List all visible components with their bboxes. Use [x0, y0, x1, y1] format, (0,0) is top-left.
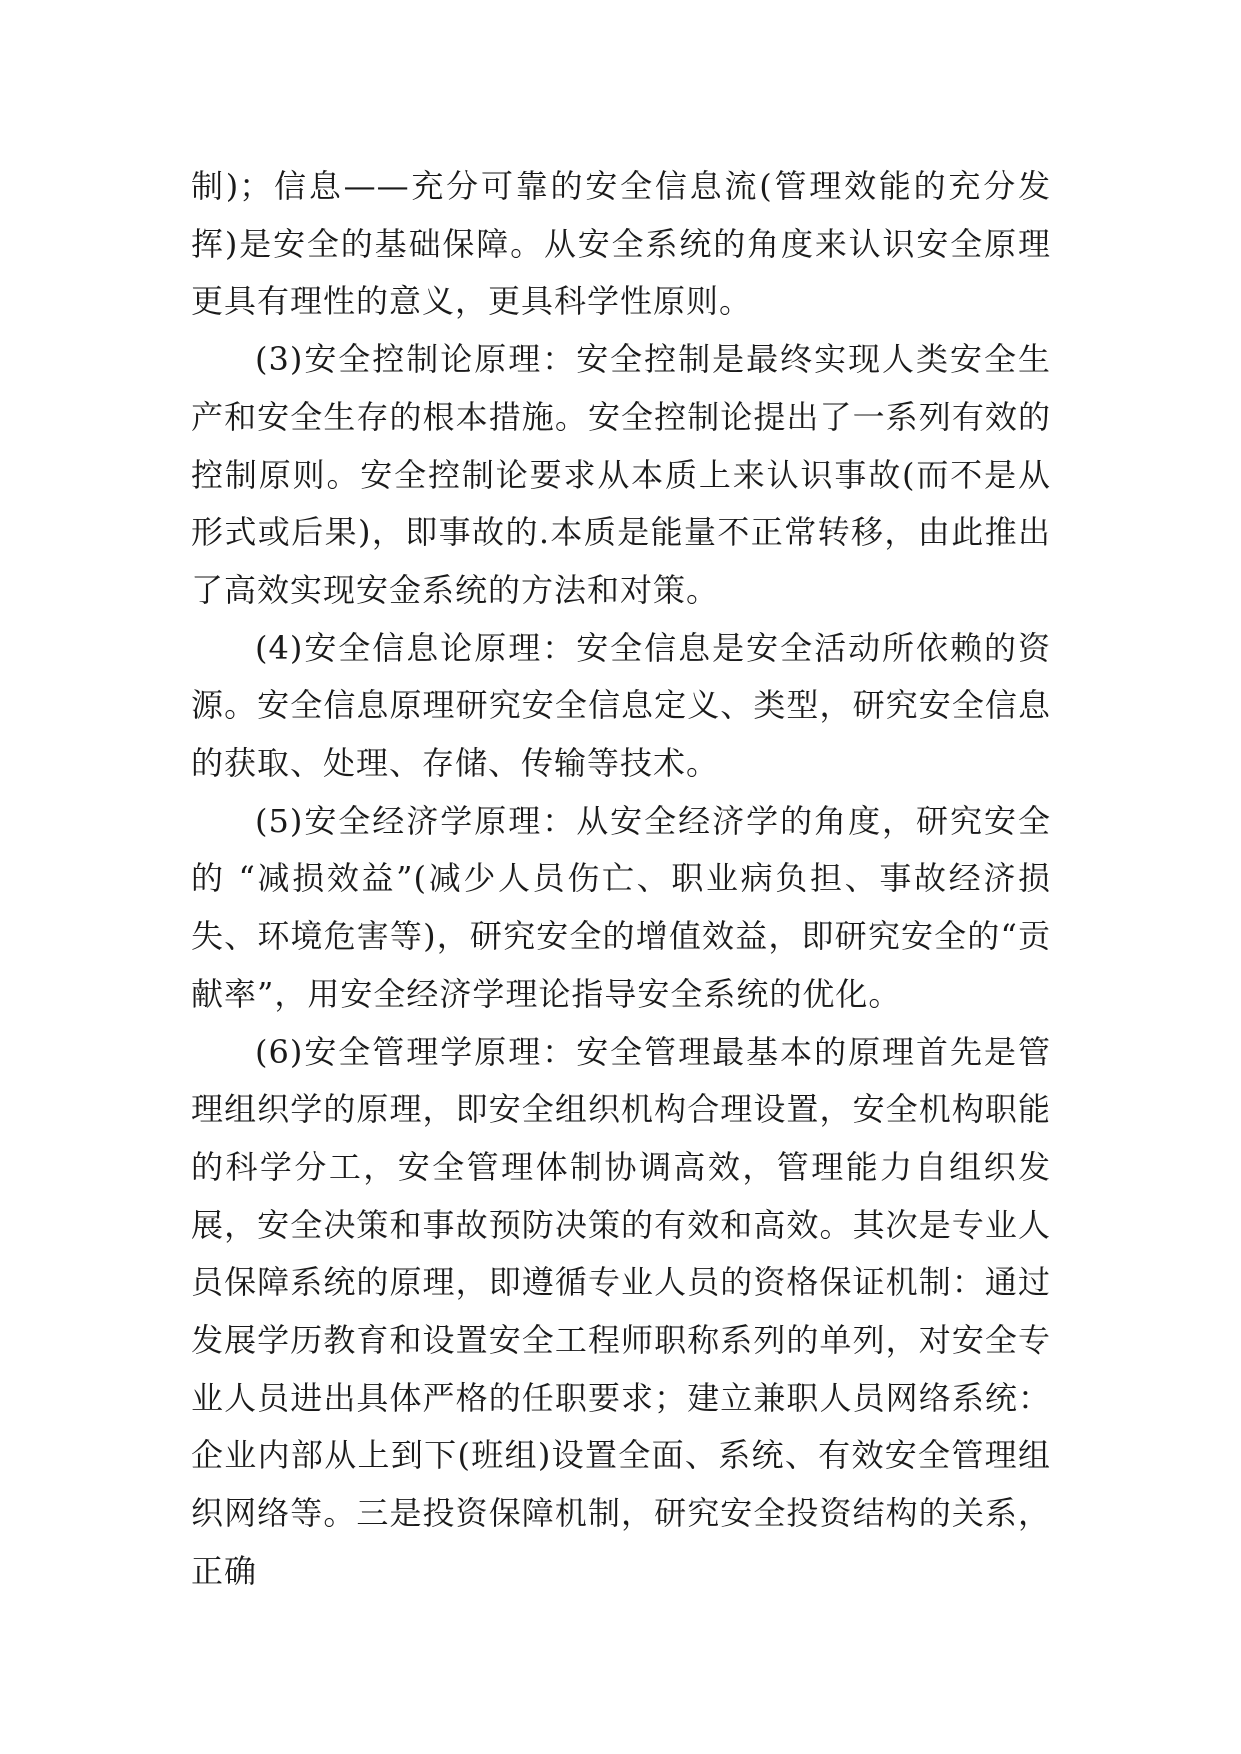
document-body — [191, 158, 1051, 1601]
paragraph-safety-management-principle: (6)安全管理学原理：安全管理最基本的原理首先是管理组织学的原理，即安全组织机构合理设置，安全机构职能的科学分工，安全管理体制协调高效，管理能力自组织发展，安全决策和事故预防决策的有效和高效。其次是专业人员保障系统的原理，即遵循专业人员的资格保证机制：通过发展学历教育和设置安全工程师职称系列的单列，对安全专业人员进出具体严格的任职要求；建立兼职人员网络系统：企业内部从上到下(班组)设置全面、系统、有效安全管理组织网络等。三是投资保障机制，研究安全投资结构的关系，正确 — [191, 1032, 1051, 1590]
paragraph-safety-information-principle: (4)安全信息论原理：安全信息是安全活动所依赖的资源。安全信息原理研究安全信息定义、类型，研究安全信息的获取、处理、存储、传输等技术。 — [191, 628, 1051, 783]
paragraph-safety-economics-principle: (5)安全经济学原理：从安全经济学的角度，研究安全的 “减损效益”(减少人员伤亡、职业病负担、事故经济损失、环境危害等)，研究安全的增值效益，即研究安全的“贡献率”，用安全经济学理论指导安全系统的优化。 — [191, 801, 1051, 1013]
paragraph-safety-control-principle: (3)安全控制论原理：安全控制是最终实现人类安全生产和安全生存的根本措施。安全控制论提出了一系列有效的控制原则。安全控制论要求从本质上来认识事故(而不是从形式或后果)，即事故的.本质是能量不正常转移，由此推出了高效实现安金系统的方法和对策。 — [191, 340, 1051, 609]
paragraph-continuation: 制)；信息——充分可靠的安全信息流(管理效能的充分发挥)是安全的基础保障。从安全系统的角度来认识安全原理更具有理性的意义，更具科学性原则。 — [191, 167, 1051, 321]
